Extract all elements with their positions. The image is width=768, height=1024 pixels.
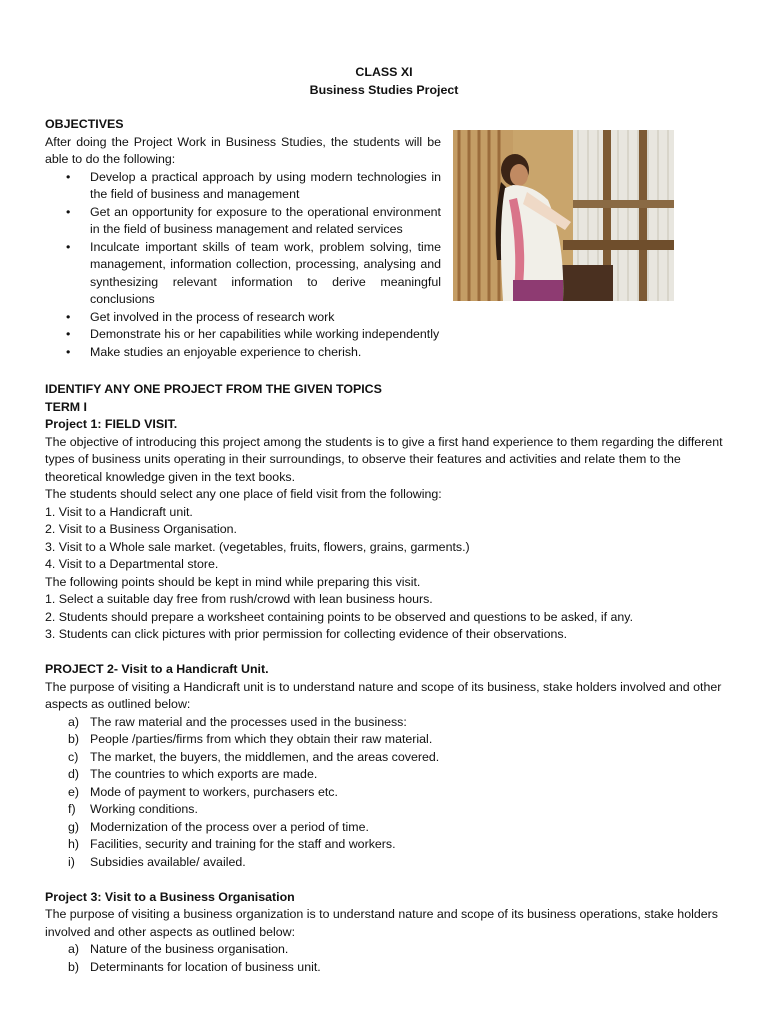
objective-item: • Develop a practical approach by using modern technologies in the field of business and management [66, 169, 441, 201]
visit-point: 3. Students can click pictures with prior permission for collecting evidence of their observations. [45, 627, 568, 641]
objective-item: • Inculcate important skills of team work, problem solving, time management, information collection, processing, analysing and synthesizing relevant information to derive meaningful conclusions [66, 239, 441, 306]
bullet-icon: • [66, 204, 71, 219]
bullet-icon: • [66, 309, 71, 324]
project1-intro: The objective of introducing this project among the students is to give a first hand experience to them regarding the different types of business units operating in their surroundings, to observe their features and activities and relate them to the theoretical knowledge given in the text books. [45, 434, 723, 484]
visit-point: 2. Students should prepare a worksheet containing points to be observed and questions to be asked, if any. [45, 609, 634, 624]
objectives-heading: OBJECTIVES [45, 117, 124, 131]
points-intro: The following points should be kept in mind while preparing this visit. [45, 574, 421, 589]
bullet-icon: • [66, 327, 71, 341]
bullet-icon: • [66, 344, 71, 359]
project1-select-text: The students should select any one place of field visit from the following: [45, 487, 442, 501]
visit-option: 3. Visit to a Whole sale market. (vegetables, fruits, flowers, grains, garments.) [45, 539, 470, 554]
visit-point: 1. Select a suitable day free from rush/crowd with lean business hours. [45, 592, 433, 606]
project2-heading: PROJECT 2- Visit to a Handicraft Unit. [45, 662, 269, 676]
objective-item: • Get involved in the process of research work [45, 309, 441, 327]
term-heading: TERM I [45, 399, 87, 414]
objectives-list [45, 169, 441, 327]
project1-heading: Project 1: FIELD VISIT. [45, 417, 178, 431]
list-item: b) People /parties/firms from which they obtain their raw material. [68, 732, 433, 746]
list-item: a) The raw material and the processes used in the business: [68, 714, 407, 729]
visit-option: 4. Visit to a Departmental store. [45, 557, 219, 571]
list-item: a) Nature of the business organisation. [68, 942, 289, 956]
objectives-section [45, 116, 441, 326]
objectives-list-continued [45, 326, 465, 361]
project3-heading: Project 3: Visit to a Business Organisation [45, 889, 295, 904]
objectives-intro: After doing the Project Work in Business Studies, the students will be able to do the following: [45, 134, 441, 166]
list-item: e) Mode of payment to workers, purchasers etc. [68, 784, 338, 799]
class-title: CLASS XI [355, 65, 413, 79]
visit-option: 2. Visit to a Business Organisation. [45, 522, 237, 536]
list-item: i) Subsidies available/ availed. [68, 854, 246, 869]
objective-item: • Make studies an enjoyable experience to cherish. [45, 344, 465, 362]
list-item: d) The countries to which exports are made. [68, 767, 318, 781]
list-item: b) Determinants for location of business unit. [68, 959, 321, 974]
projects-section [45, 381, 725, 976]
list-item: f) Working conditions. [68, 802, 198, 816]
project3-list [45, 941, 725, 976]
objective-item: • Demonstrate his or her capabilities while working independently [45, 326, 465, 344]
weaving-photo [453, 130, 674, 301]
project2-intro: The purpose of visiting a Handicraft unit is to understand nature and scope of its business, stake holders involved and other aspects as outlined below: [45, 679, 722, 711]
document-header [0, 64, 768, 99]
list-item: g) Modernization of the process over a period of time. [68, 819, 369, 834]
objective-item: • Get an opportunity for exposure to the operational environment in the field of business management and related services [66, 204, 441, 236]
project2-list [45, 714, 725, 872]
bullet-icon: • [66, 239, 71, 254]
bullet-icon: • [66, 169, 71, 184]
identify-heading: IDENTIFY ANY ONE PROJECT FROM THE GIVEN TOPICS [45, 382, 382, 396]
project3-intro: The purpose of visiting a business organization is to understand nature and scope of its business operations, stake holders involved and other aspects as outlined below: [45, 907, 718, 939]
visit-option: 1. Visit to a Handicraft unit. [45, 504, 193, 519]
list-item: h) Facilities, security and training for the staff and workers. [68, 837, 396, 851]
subject-title: Business Studies Project [309, 82, 459, 97]
list-item: c) The market, the buyers, the middlemen, and the areas covered. [68, 749, 440, 764]
